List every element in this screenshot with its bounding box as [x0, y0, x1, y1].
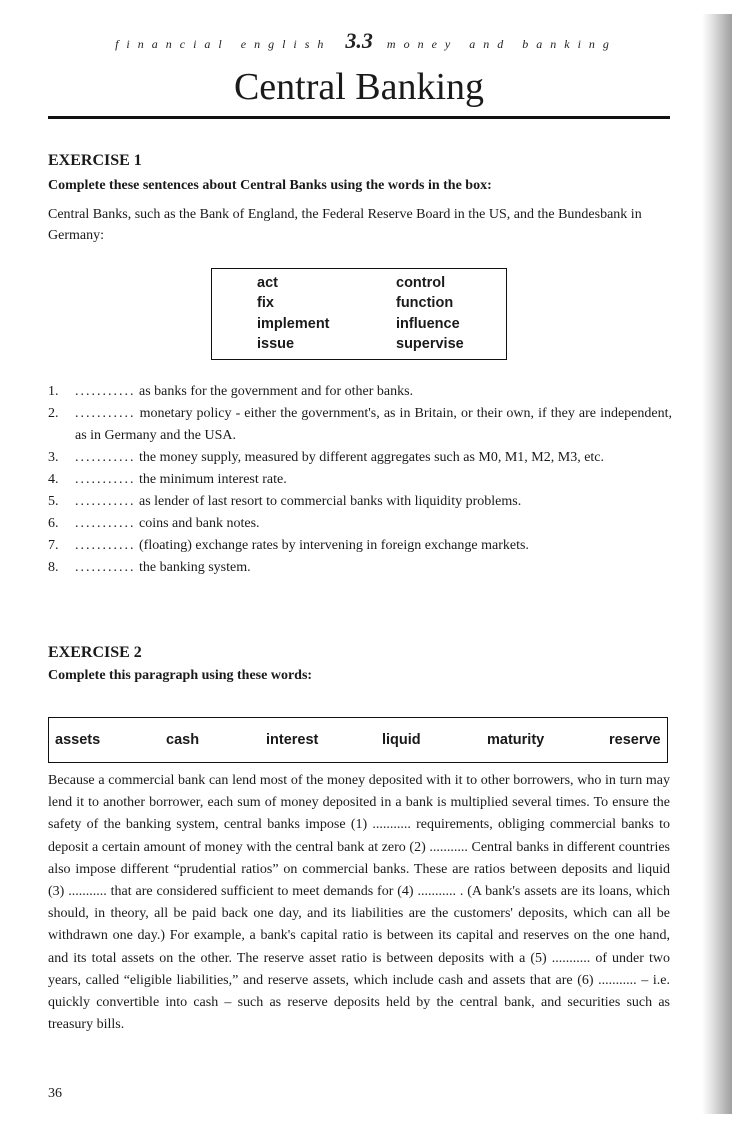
running-header	[0, 28, 732, 54]
list-item	[48, 403, 672, 447]
list-item	[48, 491, 672, 513]
exercise2-instruction: Complete this paragraph using these words:	[48, 668, 313, 683]
item-text: as lender of last resort to commercial banks with liquidity problems.	[135, 494, 522, 509]
exercise1-instruction: Complete these sentences about Central Banks using the words in the box:	[48, 178, 492, 193]
list-item	[48, 381, 672, 403]
item-number: 4.	[48, 472, 59, 487]
exercise1-sentence-list	[48, 381, 672, 579]
list-item	[48, 557, 672, 579]
item-number: 8.	[48, 560, 59, 575]
word-box-word: liquid	[382, 732, 421, 748]
answer-blank[interactable]: ...........	[75, 494, 136, 509]
list-item	[48, 513, 672, 535]
header-right: money and banking	[386, 37, 617, 51]
answer-blank[interactable]: ...........	[75, 406, 136, 421]
answer-blank[interactable]: ...........	[75, 450, 136, 465]
word-box-word: implement	[257, 316, 330, 332]
item-number: 3.	[48, 450, 59, 465]
answer-blank[interactable]: ...........	[75, 384, 136, 399]
item-text: coins and bank notes.	[135, 516, 260, 531]
item-number: 5.	[48, 494, 59, 509]
word-box-word: issue	[257, 336, 295, 352]
page-number: 36	[48, 1086, 62, 1101]
list-item	[48, 469, 672, 491]
item-number: 6.	[48, 516, 59, 531]
word-box-word: reserve	[609, 732, 661, 748]
word-box-word: interest	[266, 732, 319, 748]
header-left: financial english	[115, 37, 332, 51]
exercise2-word-box	[48, 717, 668, 763]
title-rule	[48, 116, 670, 119]
exercise1-word-box	[211, 268, 507, 360]
word-box-word: influence	[396, 316, 460, 332]
word-box-word: control	[396, 275, 446, 291]
answer-blank[interactable]: ...........	[75, 538, 136, 553]
item-text: the banking system.	[135, 560, 251, 575]
exercise1-intro: Central Banks, such as the Bank of England, the Federal Reserve Board in the US, and the Bundesbank in Germany:	[48, 207, 642, 243]
answer-blank[interactable]: ...........	[75, 516, 136, 531]
answer-blank[interactable]: ...........	[75, 472, 136, 487]
item-number: 7.	[48, 538, 59, 553]
exercise2-paragraph: Because a commercial bank can lend most of the money deposited with it to other borrowers, who in turn may lend it to another borrower, each sum of money deposited in a bank is multiplied several times. To ensure the safety of the banking system, central banks impose (1) ........... requirements, obliging commercial banks to deposit a certain amount of money with the central bank at zero (2) ........... Central banks in different countries also impose different “prudential ratios” on commercial banks. These are ratios between deposits and liquid (3) ........... that are considered sufficient to meet demands for (4) ........... . (A bank's assets are its loans, which should, in theory, all be paid back one day, and its liabilities are the customers' deposits, which can all be withdrawn one day.) For example, a bank's capital ratio is between its capital and reserves on the one hand, and its total assets on the other. The reserve asset ratio is between deposits with a (5) ........... of under two years, called “eligible liabilities,” and reserve assets, which include cash and assets that are (6) ........... – i.e. quickly convertible into cash – such as reserve deposits held by the central bank, and securities such as treasury bills.	[48, 773, 670, 1033]
word-box-word: act	[257, 275, 278, 291]
item-text: monetary policy - either the government's, as in Britain, or their own, if they are independent, as in Germany and the USA.	[75, 406, 672, 443]
word-box-word: assets	[55, 732, 101, 748]
answer-blank[interactable]: ...........	[75, 560, 136, 575]
page-title: Central Banking	[233, 66, 485, 108]
item-text: (floating) exchange rates by intervening in foreign exchange markets.	[135, 538, 529, 553]
page-edge-shadow	[702, 14, 732, 1114]
item-number: 1.	[48, 384, 59, 399]
word-box-word: cash	[166, 732, 200, 748]
item-number: 2.	[48, 406, 59, 421]
word-box-word: supervise	[396, 336, 464, 352]
item-text: the minimum interest rate.	[135, 472, 287, 487]
unit-number: 3.3	[345, 28, 373, 53]
word-box-word: function	[396, 295, 454, 311]
item-text: the money supply, measured by different aggregates such as M0, M1, M2, M3, etc.	[135, 450, 605, 465]
list-item	[48, 447, 672, 469]
exercise2-heading: EXERCISE 2	[48, 644, 142, 661]
word-box-word: maturity	[487, 732, 545, 748]
list-item	[48, 535, 672, 557]
exercise1-heading: EXERCISE 1	[48, 152, 142, 169]
word-box-word: fix	[257, 295, 274, 311]
item-text: as banks for the government and for other banks.	[135, 384, 414, 399]
